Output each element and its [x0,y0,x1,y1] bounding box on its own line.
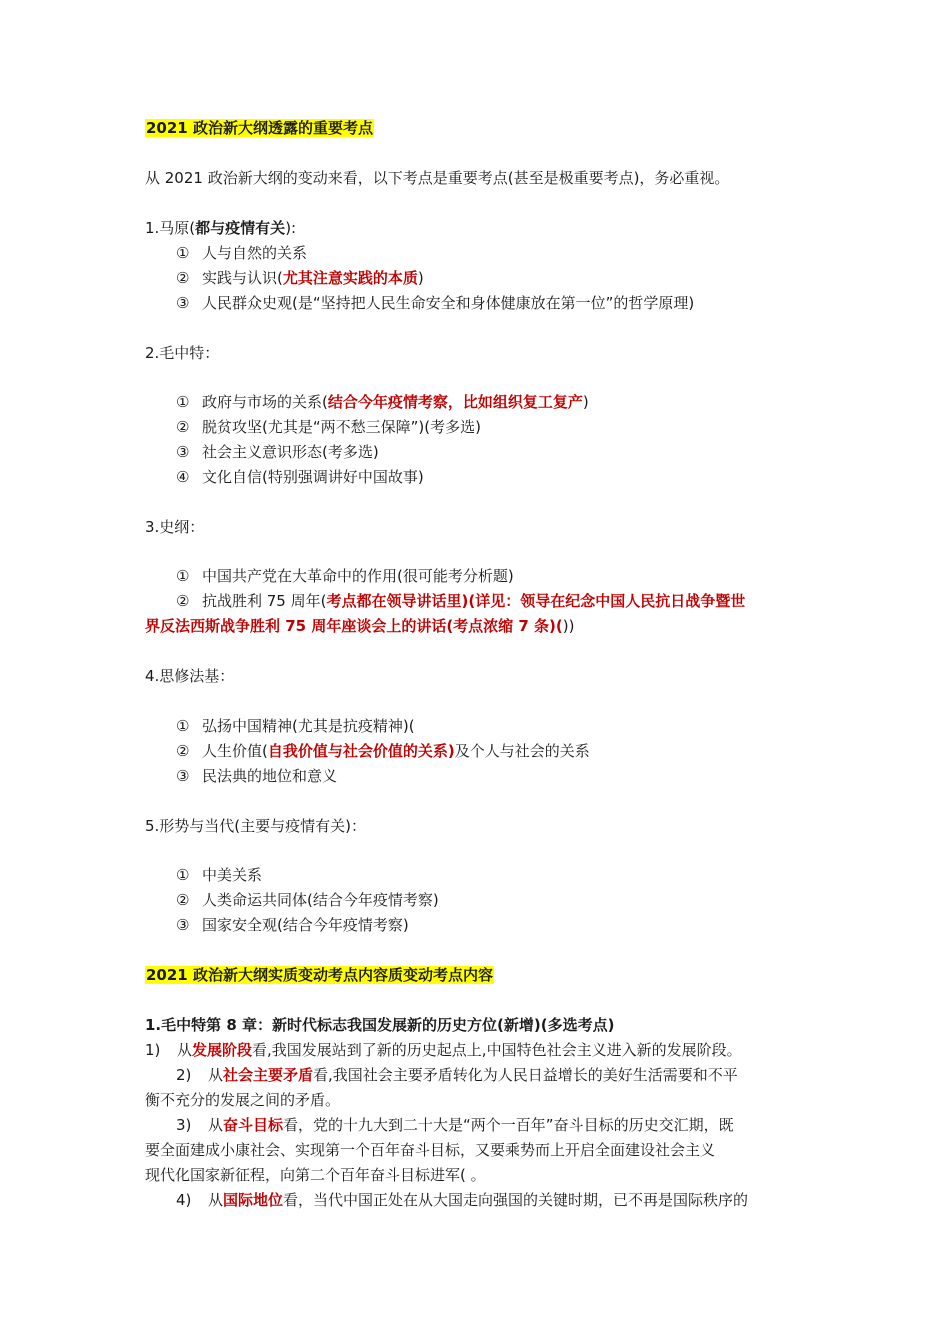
s4-item-3: ③ 民法典的地位和意义 [176,767,338,785]
s2-item-4: ④ 文化自信(特别强调讲好中国故事) [176,468,424,486]
point-3-cont-1: 要全面建成小康社会、实现第一个百年奋斗目标，又要乘势而上开启全面建设社会主义 [145,1141,716,1159]
s4-label: 4.思修法基： [145,667,235,685]
point-4: 4) 从国际地位看，当代中国正处在从大国走向强国的关键时期，已不再是国际秩序的 [176,1191,749,1209]
s4-item-2: ② 人生价值(自我价值与社会价值的关系)及个人与社会的关系 [176,742,590,760]
s2-item-2: ② 脱贫攻坚(尤其是“两不愁三保障”)(考多选) [176,418,481,436]
point-3-cont-2: 现代化国家新征程，向第二个百年奋斗目标进军( 。 [145,1166,486,1184]
s5-item-1: ① 中美关系 [176,866,263,884]
p1-title: 1.毛中特第 8 章：新时代标志我国发展新的历史方位(新增)(多选考点) [145,1016,615,1034]
section-heading-2: 2021 政治新大纲实质变动考点内容质变动考点内容 [146,966,493,984]
point-2-cont: 衡不充分的发展之间的矛盾。 [145,1091,341,1109]
s1-item-2: ② 实践与认识(尤其注意实践的本质) [176,269,424,287]
point-3: 3) 从奋斗目标看，党的十九大到二十大是“两个一百年”奋斗目标的历史交汇期，既 [176,1116,734,1134]
s3-item-2: ② 抗战胜利 75 周年(考点都在领导讲话里)(详见：领导在纪念中国人民抗日战争暨世 [176,592,746,610]
point-2: 2) 从社会主要矛盾看,我国社会主要矛盾转化为人民日益增长的美好生活需要和不平 [176,1066,738,1084]
intro-paragraph: 从 2021 政治新大纲的变动来看，以下考点是重要考点(甚至是极重要考点)，务必重视。 [145,169,730,187]
s5-item-2: ② 人类命运共同体(结合今年疫情考察) [176,891,439,909]
s2-item-3: ③ 社会主义意识形态(考多选) [176,443,379,461]
s4-item-1: ① 弘扬中国精神(尤其是抗疫精神)( [176,717,415,735]
point-1: 1) 从发展阶段看,我国发展站到了新的历史起点上,中国特色社会主义进入新的发展阶段。 [145,1041,742,1059]
s2-item-1: ① 政府与市场的关系(结合今年疫情考察，比如组织复工复产) [176,393,589,411]
s3-item-1: ① 中国共产党在大革命中的作用(很可能考分析题) [176,567,514,585]
s1-label: 1.马原(都与疫情有关): [145,219,297,237]
s2-label: 2.毛中特： [145,344,220,362]
s3-item-2-cont: 界反法西斯战争胜利 75 周年座谈会上的讲话(考点浓缩 7 条)()) [145,617,575,635]
s5-label: 5.形势与当代(主要与疫情有关)： [145,817,367,835]
s1-item-3: ③ 人民群众史观(是“坚持把人民生命安全和身体健康放在第一位”的哲学原理) [176,294,695,312]
s1-item-1: ① 人与自然的关系 [176,244,308,262]
s3-label: 3.史纲： [145,518,205,536]
s5-item-3: ③ 国家安全观(结合今年疫情考察) [176,916,409,934]
section-heading-1: 2021 政治新大纲透露的重要考点 [146,119,373,137]
